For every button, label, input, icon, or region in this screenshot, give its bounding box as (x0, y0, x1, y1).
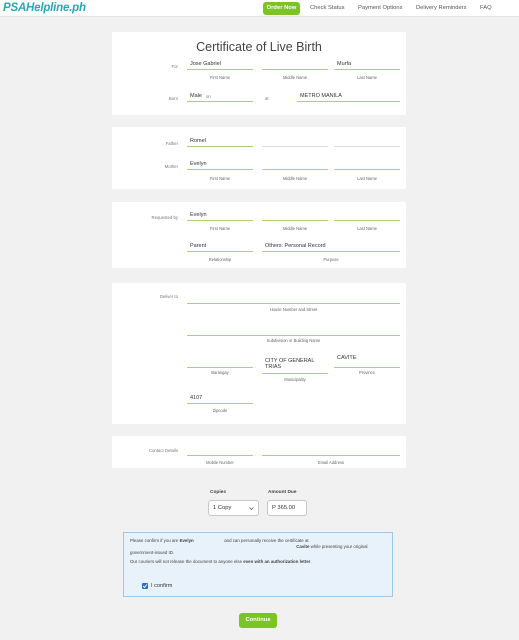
page-title: Certificate of Live Birth (196, 40, 322, 54)
mother-first-name-field[interactable]: Evelyn (187, 159, 253, 170)
father-label: Father (165, 141, 178, 146)
mobile-number-field[interactable] (187, 445, 253, 456)
top-navigation-bar (0, 0, 519, 17)
chevron-down-icon (249, 506, 254, 511)
middle-name-caption: Middle Name (282, 226, 308, 231)
subdivision-caption: Subdivision or Building Name (266, 338, 321, 343)
purpose-select[interactable]: Others: Personal Record (262, 241, 400, 252)
father-middle-name-field[interactable] (262, 136, 328, 147)
zipcode-field[interactable]: 4107 (187, 393, 253, 404)
last-name-caption: Last Name (357, 75, 377, 80)
house-street-caption: House Number and Street (269, 307, 318, 312)
relationship-select[interactable]: Parent (187, 241, 253, 252)
relationship-caption: Relationship (208, 257, 232, 262)
father-last-name-field[interactable] (334, 136, 400, 147)
certificate-card (112, 32, 406, 115)
child-middle-name-field[interactable] (262, 59, 328, 70)
delivery-card (112, 283, 406, 424)
mother-label: Mother (164, 164, 178, 169)
notice-line-4: Our couriers will not release the document to anyone else even with an authorization letter. (130, 559, 312, 564)
zipcode-caption: Zipcode (212, 408, 228, 413)
birth-sex-date-field[interactable]: Male on (187, 91, 253, 102)
amount-due-display: P 365.00 (267, 500, 307, 516)
province-field[interactable]: CAVITE (334, 354, 400, 368)
contact-details-label: Contact Details (148, 448, 178, 453)
father-first-name-field[interactable]: Romel (187, 136, 253, 147)
site-logo[interactable]: PSAHelpline.ph (3, 2, 86, 14)
order-now-button[interactable]: Order Now (263, 2, 300, 15)
deliver-to-label: Deliver to (159, 294, 178, 299)
confirm-label[interactable]: I confirm (151, 583, 173, 589)
faq-link[interactable]: FAQ (480, 5, 492, 11)
last-name-caption: Last Name (357, 226, 377, 231)
at-label: at (265, 96, 269, 101)
birth-place-field[interactable]: METRO MANILA (297, 91, 400, 102)
born-label: Born (168, 96, 178, 101)
requested-by-label: Requested by (151, 215, 178, 220)
notice-line-2: Cavite while presenting your original (296, 544, 368, 549)
mother-middle-name-field[interactable] (262, 159, 328, 170)
parents-card (112, 127, 406, 189)
check-icon (142, 583, 148, 589)
on-label: on (206, 94, 211, 99)
contact-card (112, 436, 406, 468)
amount-due-label: Amount Due (268, 490, 297, 495)
payment-options-link[interactable]: Payment Options (358, 5, 403, 11)
first-name-caption: First Name (209, 226, 230, 231)
confirm-checkbox[interactable] (142, 583, 148, 589)
municipality-field[interactable]: CITY OF GENERAL TRIAS (262, 354, 328, 374)
municipality-caption: Municipality (284, 377, 306, 382)
requester-middle-name-field[interactable] (262, 210, 328, 221)
barangay-field[interactable] (187, 354, 253, 368)
mother-last-name-field[interactable] (334, 159, 400, 170)
continue-button[interactable]: Continue (239, 613, 277, 628)
middle-name-caption: Middle Name (282, 176, 308, 181)
subdivision-field[interactable] (187, 325, 400, 336)
purpose-caption: Purpose (323, 257, 339, 262)
delivery-reminders-link[interactable]: Delivery Reminders (416, 5, 467, 11)
house-street-field[interactable] (187, 293, 400, 304)
barangay-caption: Barangay (211, 370, 229, 375)
for-label: For (171, 64, 178, 69)
email-address-field[interactable] (262, 445, 400, 456)
notice-line-3: government-issued ID. (130, 550, 175, 555)
child-last-name-field[interactable]: Murfa (334, 59, 400, 70)
mobile-number-caption: Mobile Number (206, 460, 234, 465)
requester-first-name-field[interactable]: Evelyn (187, 210, 253, 221)
province-caption: Province (359, 370, 375, 375)
email-address-caption: Email Address (317, 460, 345, 465)
middle-name-caption: Middle Name (282, 75, 308, 80)
last-name-caption: Last Name (357, 176, 377, 181)
copies-label: Copies (210, 490, 226, 495)
requester-last-name-field[interactable] (334, 210, 400, 221)
first-name-caption: First Name (209, 75, 230, 80)
requester-card (112, 202, 406, 268)
child-first-name-field[interactable]: Jose Gabriel (187, 59, 253, 70)
first-name-caption: First Name (209, 176, 230, 181)
copies-select[interactable]: 1 Copy (208, 500, 259, 516)
check-status-link[interactable]: Check Status (310, 5, 345, 11)
notice-line-1: Please confirm if you are Evelyn and can personally receive the certificate at (130, 538, 309, 543)
